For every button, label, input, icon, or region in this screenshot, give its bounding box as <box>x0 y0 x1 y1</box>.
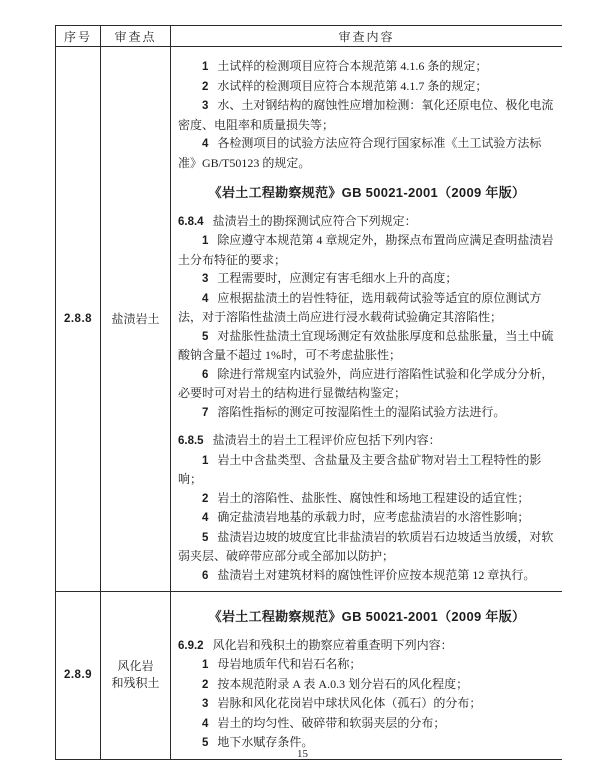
item-text: 水、土对钢结构的腐蚀性应增加检测：氧化还原电位、极化电流密度、电阻率和质量损失等； <box>178 98 554 132</box>
item-number: 3 <box>202 100 209 112</box>
item-text: 岩土的溶陷性、盐胀性、腐蚀性和场地工程建设的适宜性； <box>217 490 530 505</box>
clause-heading <box>178 431 556 451</box>
item-text: 除进行常规室内试验外，尚应进行溶陷性试验和化学成分分析，必要时可对岩土的结构进行显微结构鉴定； <box>178 366 554 400</box>
review-content-cell <box>171 592 562 759</box>
item-number: 4 <box>202 292 209 305</box>
item-number: 3 <box>202 273 209 285</box>
item-number: 2 <box>202 80 209 93</box>
content-item <box>178 451 556 489</box>
item-number: 5 <box>202 330 209 343</box>
content-item <box>178 77 556 97</box>
clause-text: 盐渍岩土的岩土工程评价应包括下列内容： <box>212 433 441 447</box>
item-text: 按本规范附录 A 表 A.0.3 划分岩石的风化程度； <box>217 676 469 691</box>
content-item <box>178 489 556 509</box>
item-text: 除应遵守本规范第 4 章规定外，勘探点布置尚应满足查明盐渍岩土分布特征的要求； <box>178 233 554 267</box>
item-number: 4 <box>202 512 209 524</box>
clause-number: 6.8.5 <box>178 435 204 447</box>
content-item <box>178 714 556 734</box>
item-number: 2 <box>202 492 209 505</box>
content-item <box>178 289 556 327</box>
item-text: 各检测项目的试验方法应符合现行国家标准《土工试验方法标准》GB/T50123 的规定。 <box>178 136 542 170</box>
item-number: 1 <box>202 235 209 247</box>
review-content-cell <box>171 47 562 591</box>
review-point-cell <box>101 592 171 759</box>
review-point-label: 盐渍岩土 <box>111 311 160 326</box>
item-number: 4 <box>202 717 209 730</box>
clause-number: 6.8.4 <box>178 215 204 228</box>
content-item <box>178 528 556 566</box>
item-number: 3 <box>202 698 209 710</box>
content-item <box>178 57 556 77</box>
item-text: 工程需要时，应测定有害毛细水上升的高度； <box>217 271 458 285</box>
clause-heading <box>178 636 556 656</box>
content-item <box>178 694 556 714</box>
item-text: 地下水赋存条件。 <box>217 735 314 749</box>
header-seq: 序号 <box>56 26 101 46</box>
item-text: 岩脉和风化花岗岩中球状风化体（孤石）的分布； <box>217 696 482 710</box>
review-table <box>55 25 562 760</box>
clause-heading <box>178 212 556 232</box>
item-number: 2 <box>202 678 209 691</box>
table-row-2-8-8 <box>56 47 562 592</box>
clause-text: 风化岩和残积土的勘察应着重查明下列内容： <box>212 637 453 652</box>
content-item <box>178 566 556 586</box>
item-number: 6 <box>202 569 209 582</box>
item-number: 1 <box>202 454 209 467</box>
item-text: 应根据盐渍土的岩性特征，选用载荷试验等适宜的原位测试方法，对于溶陷性盐渍土尚应进行浸水载荷试验确定其溶陷性； <box>178 290 542 324</box>
item-text: 水试样的检测项目应符合本规范第 4.1.7 条的规定； <box>217 78 488 93</box>
review-point-label-line2: 和残积土 <box>111 676 160 691</box>
item-text: 岩土中含盐类型、含盐量及主要含盐矿物对岩土工程特性的影响； <box>178 452 542 486</box>
content-item <box>178 508 556 528</box>
seq-cell: 2.8.8 <box>56 47 101 591</box>
item-number: 1 <box>202 61 209 73</box>
item-number: 7 <box>202 406 209 419</box>
item-number: 5 <box>202 531 209 544</box>
content-item <box>178 675 556 695</box>
item-number: 4 <box>202 138 209 150</box>
spec-title: 《岩土工程勘察规范》GB 50021-2001（2009 年版） <box>208 185 526 200</box>
item-number: 5 <box>202 737 209 749</box>
spec-title: 《岩土工程勘察规范》GB 50021-2001（2009 年版） <box>208 609 526 624</box>
item-text: 溶陷性指标的测定可按湿陷性土的湿陷试验方法进行。 <box>217 404 506 419</box>
page-number: 15 <box>297 748 308 760</box>
content-item <box>178 365 556 403</box>
content-item <box>178 327 556 365</box>
content-item <box>178 231 556 269</box>
item-text: 岩土的均匀性、破碎带和软弱夹层的分布； <box>217 715 446 730</box>
content-item <box>178 269 556 289</box>
header-review-point: 审查点 <box>101 26 171 46</box>
item-text: 盐渍岩土对建筑材料的腐蚀性评价应按本规范第 12 章执行。 <box>217 567 536 582</box>
content-item <box>178 96 556 134</box>
item-text: 盐渍岩边坡的坡度宜比非盐渍岩的软质岩石边坡适当放缓，对软弱夹层、破碎带应部分或全部加以防护； <box>178 529 554 563</box>
item-text: 确定盐渍岩地基的承载力时，应考虑盐渍岩的水溶性影响； <box>217 510 530 524</box>
content-item <box>178 134 556 172</box>
table-header-row <box>56 26 562 47</box>
clause-text: 盐渍岩土的勘探测试应符合下列规定： <box>212 213 417 228</box>
item-text: 对盐胀性盐渍土宜现场测定有效盐胀厚度和总盐胀量，当土中硫酸钠含量不超过 1%时，可不考虑盐胀性； <box>178 328 554 362</box>
item-text: 母岩地质年代和岩石名称； <box>217 657 362 671</box>
table-row-2-8-9 <box>56 592 562 759</box>
item-number: 6 <box>202 368 209 381</box>
content-item <box>178 655 556 675</box>
review-point-cell <box>101 47 171 591</box>
item-text: 土试样的检测项目应符合本规范第 4.1.6 条的规定； <box>217 59 488 73</box>
seq-cell: 2.8.9 <box>56 592 101 759</box>
header-review-content: 审查内容 <box>338 29 395 44</box>
review-point-label-line1: 风化岩 <box>117 659 154 674</box>
content-item <box>178 403 556 423</box>
item-number: 1 <box>202 659 209 671</box>
clause-number: 6.9.2 <box>178 639 204 652</box>
